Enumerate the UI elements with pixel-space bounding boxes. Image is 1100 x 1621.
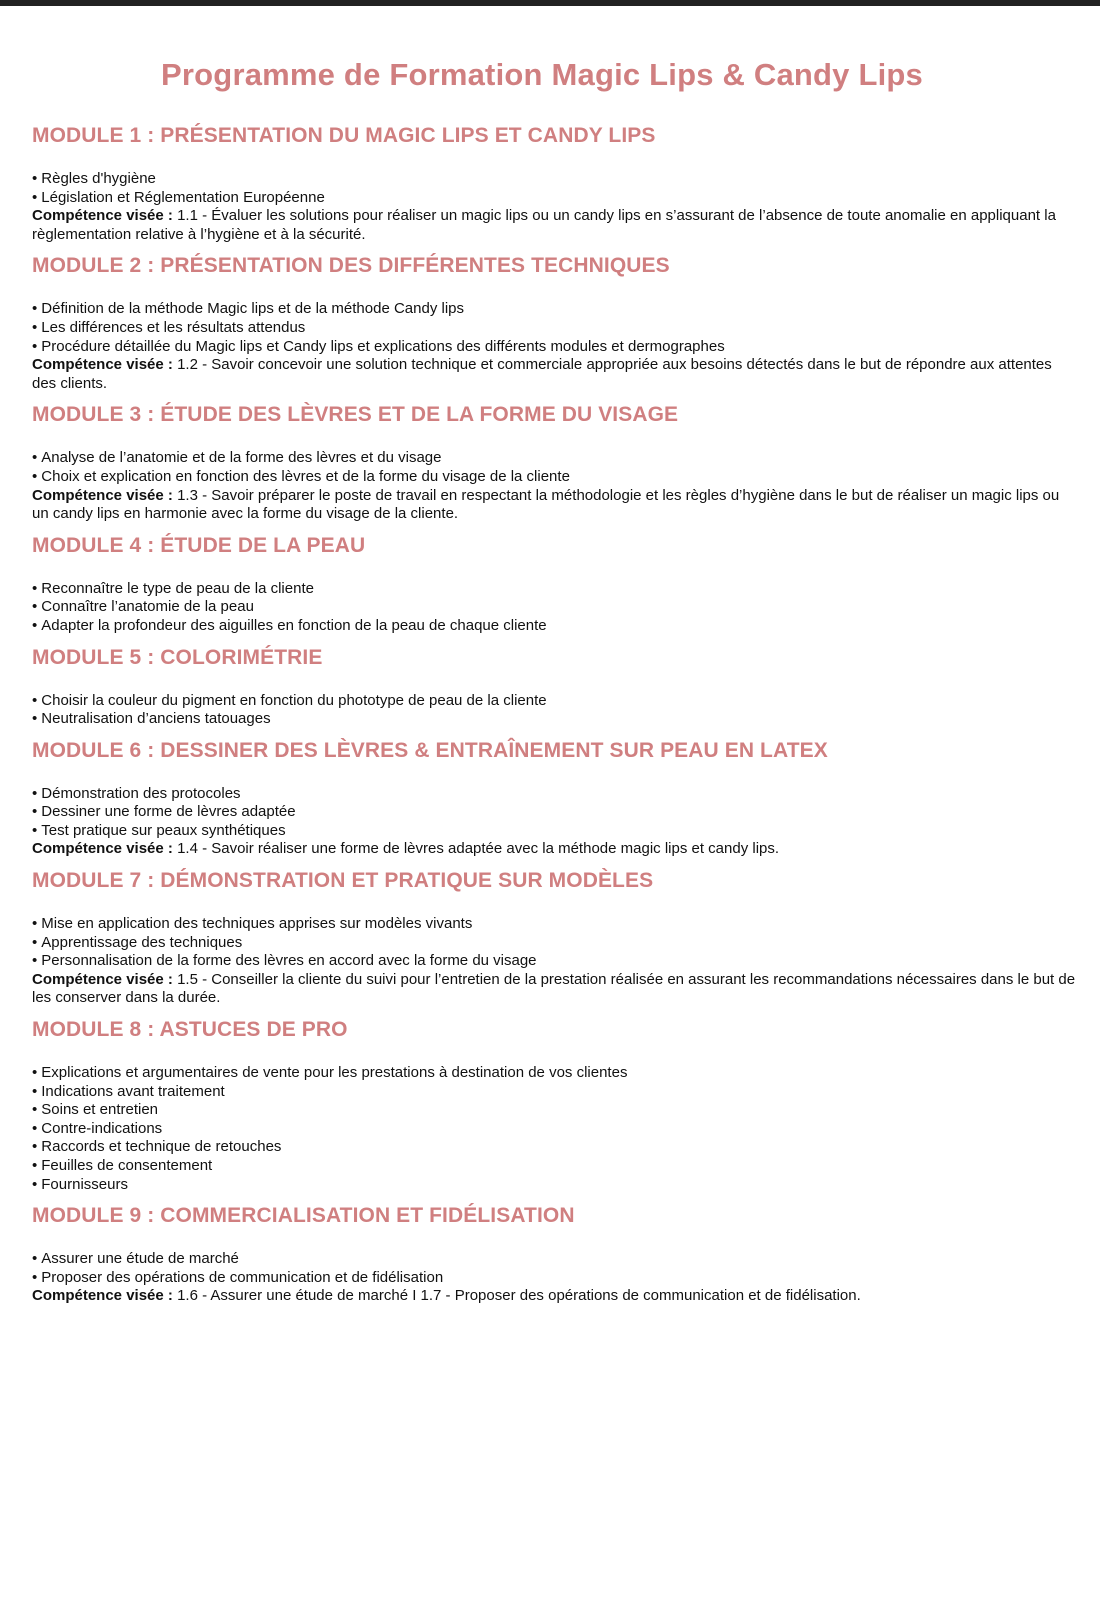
competence-label: Compétence visée : [32, 486, 173, 504]
bullet-item: • Fournisseurs [32, 1176, 1076, 1195]
module-9 [32, 1202, 1076, 1306]
competence-text: 1.3 - Savoir préparer le poste de travail en respectant la méthodologie et les règles d’hygiène dans le but de réaliser un magic lips ou un candy lips en harmonie avec la forme du visage de la cliente. [32, 486, 1060, 523]
bullet-item: • Dessiner une forme de lèvres adaptée [32, 803, 1076, 822]
module-8 [32, 1016, 1076, 1194]
bullet-item: • Mise en application des techniques apprises sur modèles vivants [32, 915, 1076, 934]
competence-text: 1.2 - Savoir concevoir une solution technique et commerciale appropriée aux besoins détectés dans le but de répondre aux attentes des clients. [32, 356, 1052, 392]
module-heading: MODULE 1 : PRÉSENTATION DU MAGIC LIPS ET CANDY LIPS [32, 124, 656, 147]
competence-label: Compétence visée : [32, 356, 173, 374]
module-bullet-list [32, 692, 1076, 729]
module-heading: MODULE 8 : ASTUCES DE PRO [32, 1018, 348, 1042]
bullet-item: • Feuilles de consentement [32, 1157, 1076, 1176]
bullet-item: • Choisir la couleur du pigment en fonction du phototype de peau de la cliente [32, 692, 1076, 711]
top-edge-bar [0, 0, 1100, 6]
bullet-item: • Soins et entretien [32, 1101, 1076, 1120]
module-bullet-list [32, 785, 1076, 841]
module-bullet-list [32, 170, 1076, 207]
competence-statement [32, 1287, 1076, 1306]
bullet-item: • Procédure détaillée du Magic lips et Candy lips et explications des différents modules et dermographes [32, 338, 1076, 357]
module-bullet-list [32, 580, 1076, 636]
bullet-item: • Législation et Réglementation Européenne [32, 189, 1076, 208]
module-heading: MODULE 7 : DÉMONSTRATION ET PRATIQUE SUR MODÈLES [32, 869, 654, 893]
module-bullet-list [32, 915, 1076, 971]
bullet-item: • Reconnaître le type de peau de la cliente [32, 580, 1076, 599]
module-heading: MODULE 5 : COLORIMÉTRIE [32, 645, 323, 669]
bullet-item: • Personnalisation de la forme des lèvres en accord avec la forme du visage [32, 952, 1076, 971]
modules-list [32, 122, 1076, 1306]
bullet-item: • Neutralisation d’anciens tatouages [32, 710, 1076, 729]
bullet-item: • Démonstration des protocoles [32, 785, 1076, 804]
bullet-item: • Explications et argumentaires de vente pour les prestations à destination de vos clientes [32, 1064, 1076, 1083]
module-5 [32, 644, 1076, 729]
document-title: Programme de Formation Magic Lips & Candy Lips [161, 57, 923, 92]
document-page [32, 54, 1076, 1314]
competence-statement [32, 971, 1076, 1008]
bullet-item: • Connaître l’anatomie de la peau [32, 598, 1076, 617]
module-heading: MODULE 9 : COMMERCIALISATION ET FIDÉLISATION [32, 1204, 575, 1228]
bullet-item: • Choix et explication en fonction des lèvres et de la forme du visage de la cliente [32, 468, 1076, 487]
bullet-item: • Test pratique sur peaux synthétiques [32, 822, 1076, 841]
module-heading: MODULE 2 : PRÉSENTATION DES DIFFÉRENTES TECHNIQUES [32, 254, 670, 278]
competence-text: 1.1 - Évaluer les solutions pour réaliser un magic lips ou un candy lips en s’assurant de l’absence de toute anomalie en appliquant la règlementation relative à l’hygiène et à la sécurité. [32, 207, 1056, 243]
module-bullet-list [32, 300, 1076, 356]
bullet-item: • Définition de la méthode Magic lips et de la méthode Candy lips [32, 300, 1076, 319]
competence-statement [32, 356, 1076, 393]
bullet-item: • Apprentissage des techniques [32, 934, 1076, 953]
module-3 [32, 401, 1076, 523]
competence-statement [32, 487, 1076, 524]
competence-statement [32, 840, 1076, 859]
bullet-item: • Assurer une étude de marché [32, 1250, 1076, 1269]
competence-label: Compétence visée : [32, 207, 173, 225]
module-heading: MODULE 6 : DESSINER DES LÈVRES & ENTRAÎNEMENT SUR PEAU EN LATEX [32, 738, 828, 762]
module-7 [32, 867, 1076, 1008]
competence-text: 1.4 - Savoir réaliser une forme de lèvres adaptée avec la méthode magic lips et candy lips. [177, 840, 780, 858]
module-bullet-list [32, 1064, 1076, 1194]
bullet-item: • Analyse de l’anatomie et de la forme des lèvres et du visage [32, 449, 1076, 468]
competence-label: Compétence visée : [32, 840, 173, 858]
module-2 [32, 252, 1076, 393]
module-6 [32, 737, 1076, 859]
competence-label: Compétence visée : [32, 970, 173, 988]
module-heading: MODULE 4 : ÉTUDE DE LA PEAU [32, 533, 366, 557]
module-1 [32, 122, 1076, 244]
bullet-item: • Les différences et les résultats attendus [32, 319, 1076, 338]
bullet-item: • Raccords et technique de retouches [32, 1138, 1076, 1157]
competence-text: 1.5 - Conseiller la cliente du suivi pour l’entretien de la prestation réalisée en assurant les recommandations nécessaires dans le but de les conserver dans la durée. [32, 970, 1076, 1007]
module-4 [32, 532, 1076, 636]
module-bullet-list [32, 1250, 1076, 1287]
bullet-item: • Adapter la profondeur des aiguilles en fonction de la peau de chaque cliente [32, 617, 1076, 636]
module-heading: MODULE 3 : ÉTUDE DES LÈVRES ET DE LA FORME DU VISAGE [32, 403, 679, 427]
bullet-item: • Proposer des opérations de communication et de fidélisation [32, 1269, 1076, 1288]
competence-text: 1.6 - Assurer une étude de marché I 1.7 - Proposer des opérations de communication et de fidélisation. [177, 1287, 861, 1305]
competence-statement [32, 207, 1076, 244]
competence-label: Compétence visée : [32, 1287, 173, 1305]
bullet-item: • Contre-indications [32, 1120, 1076, 1139]
bullet-item: • Règles d'hygiène [32, 170, 1076, 189]
module-bullet-list [32, 449, 1076, 486]
bullet-item: • Indications avant traitement [32, 1083, 1076, 1102]
